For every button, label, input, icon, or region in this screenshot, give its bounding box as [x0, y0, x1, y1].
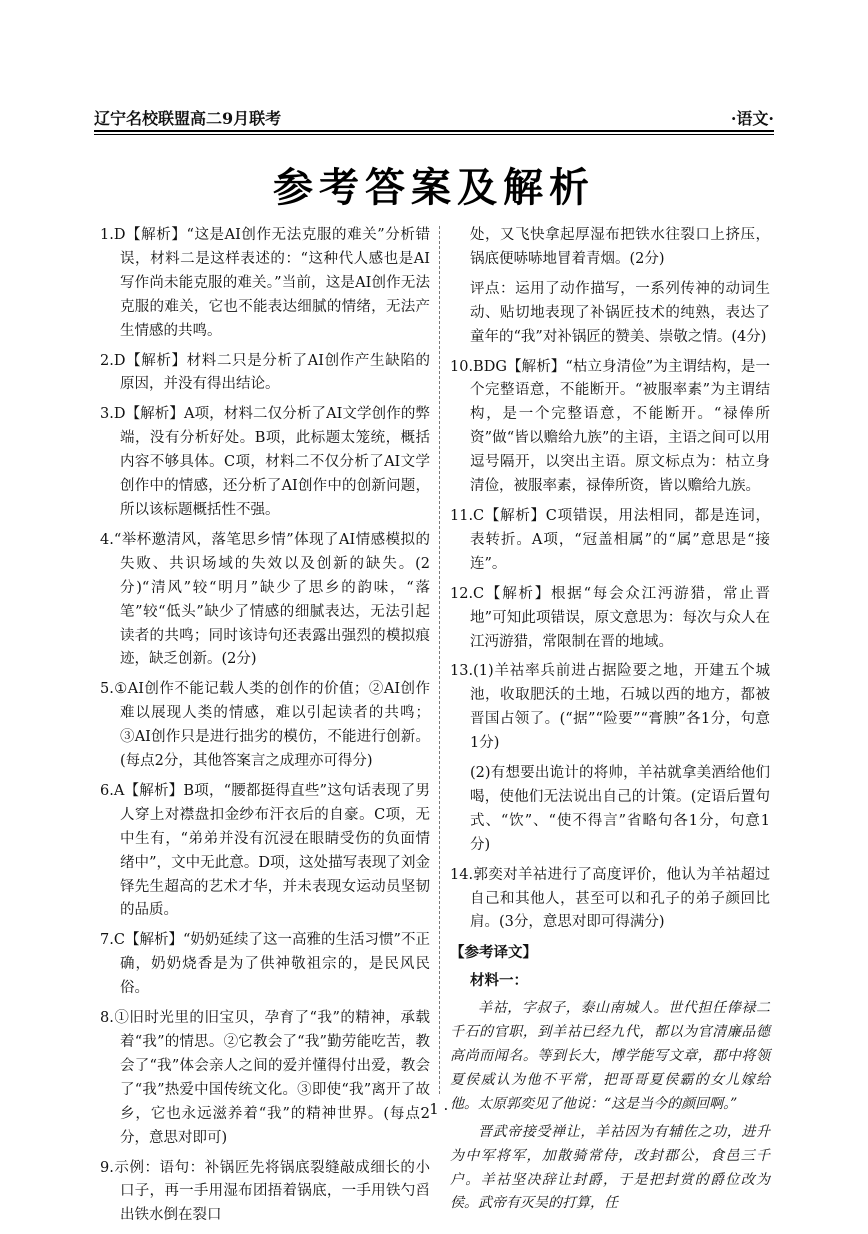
left-column	[100, 224, 430, 1234]
answer-evaluation: 评点：运用了动作描写，一系列传神的动词生动、贴切地表现了补锅匠技术的纯熟，表达了童年的“我”对补锅匠的赞美、崇敬之情。(4分)	[470, 280, 770, 345]
translation-paragraph: 晋武帝接受禅让，羊祜因为有辅佐之功，进升为中军将军，加散骑常侍，改封郡公，食邑三千户。羊祜坚决辞让封爵，于是把封赏的爵位改为侯。武帝有灭吴的打算，任	[450, 1123, 770, 1212]
answer-item: 11.C【解析】C项错误，用法相同，都是连词，表转折。A项，“冠盖相属”的“属”意思是“接连”。	[450, 507, 770, 572]
reference-translation-heading: 【参考译文】	[450, 944, 537, 962]
page-number: · 1 ·	[419, 1100, 449, 1118]
page-header	[94, 106, 774, 132]
page-title: 参考答案及解析	[273, 165, 595, 211]
answer-continuation: 处，又飞快拿起厚湿布把铁水往裂口上挤压，锅底便哧哧地冒着青烟。(2分)	[470, 227, 770, 267]
answer-item: 5.①AI创作不能记载人类的创作的价值；②AI创作难以展现人类的情感，难以引起读者的共鸣；③AI创作只是进行拙劣的模仿，不能进行创新。(每点2分，其他答案言之成理亦可得分)	[100, 681, 430, 770]
answer-item: 2.D【解析】材料二只是分析了AI创作产生缺陷的原因，并没有得出结论。	[100, 352, 430, 393]
answer-item: 10.BDG【解析】“枯立身清俭”为主谓结构，是一个完整语意，不能断开。“被服率素”为主谓结构，是一个完整语意，不能断开。“禄俸所资”做“皆以赡给九族”的主语，主语之间可以用逗号隔开，以突出主语。原文标点为：枯立身清俭，被服率素，禄俸所资，皆以赡给九族。	[450, 358, 770, 495]
answer-item: 4.“举杯邀清风，落笔思乡情”体现了AI情感模拟的失败、共识场域的失效以及创新的缺失。(2分)“清风”较“明月”缺少了思乡的韵味，“落笔”较“低头”缺少了情感的细腻表达，无法引起读者的共鸣；同时该诗句还表露出强烈的模拟痕迹，缺乏创新。(2分)	[100, 531, 430, 668]
answer-subitem: (2)有想要出诡计的将帅，羊祜就拿美酒给他们喝，使他们无法说出自己的计策。(定语后置句式、“饮”、“使不得言”省略句各1分，句意1分)	[470, 765, 770, 853]
answer-item: 14.郭奕对羊祜进行了高度评价，他认为羊祜超过自己和其他人，甚至可以和孔子的弟子颜回比肩。(3分，意思对即可得满分)	[450, 866, 770, 931]
answer-item: 12.C【解析】根据“每会众江沔游猎，常止晋地”可知此项错误，原文意思为：每次与众人在江沔游猎，常限制在晋的地域。	[450, 585, 770, 650]
answer-item: 1.D【解析】“这是AI创作无法克服的难关”分析错误，材料二是这样表述的：“这种代人感也是AI写作尚未能克服的难关。”当前，这是AI创作无法克服的难关，它也不能表达细腻的情绪，无法产生情感的共鸣。	[100, 227, 430, 339]
subject-label: ·语文·	[730, 109, 774, 128]
translation-paragraph: 羊祜，字叔子，泰山南城人。世代担任俸禄二千石的官职，到羊祜已经九代，都以为官清廉品德高尚而闻名。等到长大，博学能写文章，郡中将领夏侯威认为他不平常，把哥哥夏侯霸的女儿嫁给他。太原郭奕见了他说：“这是当今的颜回啊。”	[450, 1000, 770, 1112]
answer-item: 8.①旧时光里的旧宝贝，孕育了“我”的精神，承载着“我”的情思。②它教会了“我”勤劳能吃苦，教会了“我”体会亲人之间的爱并懂得付出爱，教会了“我”热爱中国传统文化。③即使“我”离开了故乡，它也永远滋养着“我”的精神世界。(每点2分，意思对即可)	[100, 1010, 430, 1146]
answer-item: 3.D【解析】A项，材料二仅分析了AI文学创作的弊端，没有分析好处。B项，此标题太笼统，概括内容不够具体。C项，材料二不仅分析了AI文学创作中的情感，还分析了AI创作中的创新问题，所以该标题概括性不强。	[100, 406, 430, 518]
answer-item: 6.A【解析】B项，“腰都挺得直些”这句话表现了男人穿上对襟盘扣金纱布汗衣后的自豪。C项，无中生有，“弟弟并没有沉浸在眼睛受伤的负面情绪中”，文中无此意。D项，这处描写表现了刘金铎先生超高的艺术才华，并未表现女运动员坚韧的品质。	[100, 782, 430, 919]
right-column	[450, 224, 770, 1220]
exam-name: 辽宁名校联盟高二9月联考	[94, 109, 282, 128]
material-title: 材料一：	[470, 972, 528, 990]
answer-item: 7.C【解析】“奶奶延续了这一高雅的生活习惯”不正确，奶奶烧香是为了供神敬祖宗的，是民风民俗。	[100, 932, 430, 997]
header-rule-thick	[94, 130, 774, 132]
header-rule-thin	[94, 134, 774, 135]
answer-item: 13.(1)羊祜率兵前进占据险要之地，开建五个城池，收取肥沃的土地，石城以西的地方，都被晋国占领了。(“据”“险要”“膏腴”各1分，句意1分)	[450, 663, 770, 752]
answer-item: 9.示例：语句：补锅匠先将锅底裂缝敲成细长的小口子，再一手用湿布团捂着锅底，一手用铁勺舀出铁水倒在裂口	[100, 1159, 430, 1224]
column-divider	[439, 226, 440, 1094]
